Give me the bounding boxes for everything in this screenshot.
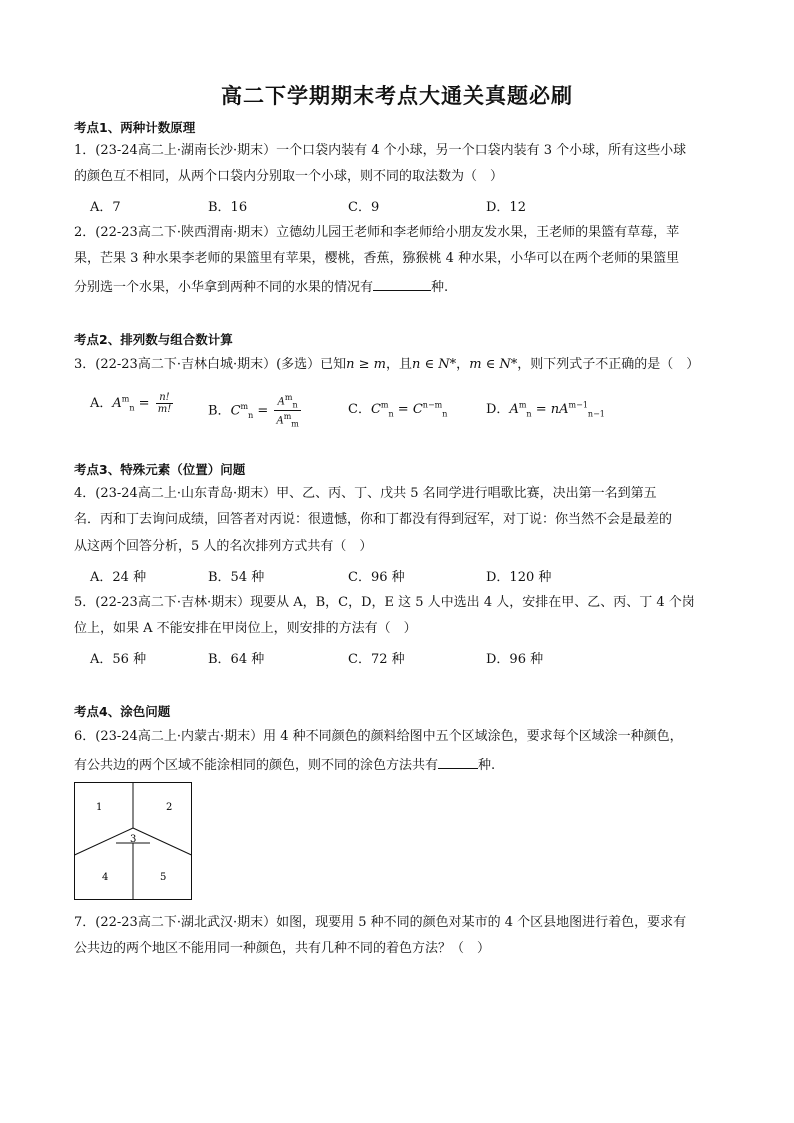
q3-text-mid-1: ，且 [386,357,413,372]
q3-line-1 [74,356,724,374]
q2-line-3 [74,276,724,297]
q3-b-fraction [274,392,300,430]
section-heading-1: 考点1、两种计数原理 [74,120,196,135]
q1-line-1: 1．(23-24高二上·湖南长沙·期末）一个口袋内装有 4 个小球，另一个口袋内装有 3 个小球，所有这些小球 [74,143,687,158]
q7-line-2: 公共边的两个地区不能用同一种颜色，共有几种不同的着色方法？（ ） [74,941,491,956]
q3-a-fraction [156,392,174,415]
q5-option-b: B．64 种 [208,652,265,667]
section-heading-2: 考点2、排列数与组合数计算 [74,332,233,347]
q5-option-a: A．56 种 [90,652,147,667]
q2-answer-blank [373,276,431,291]
section-heading-3: 考点3、特殊元素（位置）问题 [74,462,246,477]
region-label-2: 2 [166,802,173,813]
q2-line-2: 果，芒果 3 种水果李老师的果篮里有苹果，樱桃，香蕉，猕猴桃 4 种水果，小华可以在两个老师的果篮里 [74,251,680,266]
q3-text-post: ，则下列式子不正确的是（ ） [517,357,700,372]
region-diagram [74,782,192,900]
q3-b-sup: m [240,402,249,411]
q3-b-num-sub: n [292,400,298,410]
q3-b-den-sub: m [291,419,299,429]
q3-d-rhs: nA [550,402,569,417]
q4-line-1: 4．(23-24高二上·山东青岛·期末）甲、乙、丙、丁、戊共 5 名同学进行唱歌比赛，决出第一名到第五 [74,486,657,501]
q3-c-rhs: C [412,402,423,417]
q3-d-lhs-sub: n [526,409,532,419]
q3-option-c [348,398,447,419]
q6-line-2-text: 有公共边的两个区域不能涂相同的颜色，则不同的涂色方法共有 [74,758,439,773]
q4-line-3: 从这两个回答分析，5 人的名次排列方式共有（ ） [74,539,373,554]
q1-option-b: B．16 [208,200,248,215]
q3-a-sub: n [129,403,135,413]
q5-option-d: D．96 种 [486,652,544,667]
q3-a-lhs: A [112,396,122,411]
q3-b-num-sup: m [284,393,293,402]
region-label-1: 1 [96,802,103,813]
region-diagram-svg [74,782,192,900]
q4-line-2: 名．丙和丁去询问成绩，回答者对丙说：很遗憾，你和丁都没有得到冠军，对丁说：你当然不会是最差的 [74,512,673,527]
q3-option-a-label: A． [90,396,113,411]
diagram-right-diagonal [133,828,192,855]
q6-line-1: 6．(23-24高二上·内蒙古·期末）用 4 种不同颜色的颜料给图中五个区域涂色，要求每个区域涂一种颜色， [74,729,683,744]
q3-text-pre: 3．(22-23高二下·吉林白城·期末）(多选）已知 [74,357,347,372]
q1-option-d: D．12 [486,200,526,215]
q3-d-rhs-sup: m−1 [568,400,588,410]
page-title: 高二下学期期末考点大通关真题必刷 [221,84,573,108]
q3-b-lhs: C [230,403,241,419]
q2-line-1: 2．(22-23高二下·陕西渭南·期末）立德幼儿园王老师和李老师给小朋友发水果，王老师的果篮有草莓，苹 [74,225,680,240]
q3-c-lhs-sub: n [388,409,394,419]
q3-d-eq: = [535,402,547,417]
q3-d-lhs: A [509,402,519,417]
q3-c-eq: = [397,402,409,417]
q3-b-sub: n [248,410,254,420]
q3-c-rhs-sup: n−m [422,400,443,410]
q4-option-c: C．96 种 [348,570,405,585]
q5-option-c: C．72 种 [348,652,405,667]
q3-d-rhs-sub: n−1 [587,409,605,419]
q3-option-d-label: D． [486,402,510,417]
q3-option-c-label: C． [348,402,371,417]
q3-b-den [274,411,300,429]
q5-line-1: 5．(22-23高二下·吉林·期末）现要从 A，B，C，D，E 这 5 人中选出 4 人，安排在甲、乙、丙、丁 4 个岗 [74,595,695,610]
q1-option-c: C．9 [348,200,380,215]
q3-cond-3: m ∈ N* [469,357,518,372]
section-heading-4: 考点4、涂色问题 [74,704,171,719]
q3-c-rhs-sub: n [442,409,448,419]
q3-option-d [486,398,605,419]
q3-b-num [274,392,300,411]
q2-line-3-text: 分别选一个水果，小华拿到两种不同的水果的情况有 [74,280,374,295]
q5-line-2: 位上，如果 A 不能安排在甲岗位上，则安排的方法有（ ） [74,621,417,636]
q3-a-eq: = [138,396,150,411]
q3-a-sup: m [121,394,130,404]
q3-b-eq: = [257,403,269,419]
q6-line-2 [74,754,724,775]
q3-option-b-label: B． [208,403,231,419]
q4-option-b: B．54 种 [208,570,265,585]
q2-line-3-suffix: 种. [431,280,449,295]
q3-b-den-sym: A [276,415,284,427]
q3-text-mid-2: ， [456,357,470,372]
q3-c-lhs: C [370,402,381,417]
q3-cond-1: n ≥ m [346,357,387,372]
q3-b-den-sup: m [283,412,292,422]
q3-a-den: m! [157,404,172,415]
q7-line-1: 7．(22-23高二下·湖北武汉·期末）如图，现要用 5 种不同的颜色对某市的 4 个区县地图进行着色，要求有 [74,915,687,930]
q4-option-a: A．24 种 [90,570,147,585]
q3-cond-2: n ∈ N* [412,357,457,372]
q6-answer-blank [438,754,478,769]
q3-b-num-sym: A [277,396,285,408]
region-label-5: 5 [160,872,167,883]
q3-option-b [208,392,303,430]
region-label-4: 4 [102,872,109,883]
q1-line-2: 的颜色互不相同，从两个口袋内分别取一个小球，则不同的取法数为（ ） [74,169,504,184]
q3-option-a [90,392,175,415]
region-label-3: 3 [130,834,137,845]
q3-a-num: n! [156,392,174,404]
diagram-left-diagonal [75,828,137,855]
q3-c-lhs-sup: m [380,400,389,410]
q1-option-a: A．7 [90,200,121,215]
q6-line-2-suffix: 种. [478,758,496,773]
q4-option-d: D．120 种 [486,570,552,585]
q3-d-lhs-sup: m [518,400,527,410]
